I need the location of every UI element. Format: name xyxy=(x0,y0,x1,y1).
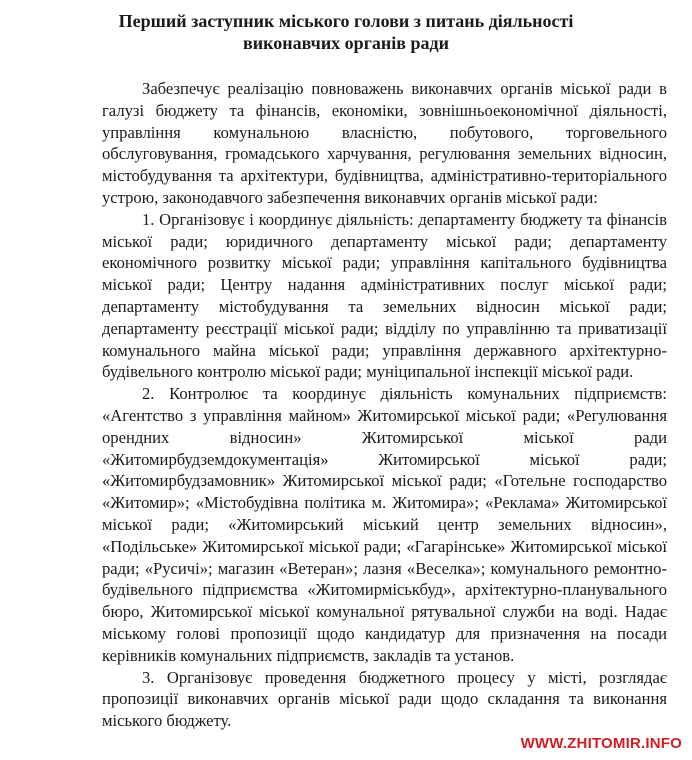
title-line-2: виконавчих органів ради xyxy=(243,33,449,53)
paragraph-item-3: 3. Організовує проведення бюджетного процесу у місті, розглядає пропозиції виконавчих органів міської ради щодо складання та виконання міського бюджету. xyxy=(102,667,667,731)
title-line-1: Перший заступник міського голови з питань діяльності xyxy=(118,11,574,31)
site-watermark: WWW.ZHITOMIR.INFO xyxy=(520,735,682,752)
document-title xyxy=(0,10,692,54)
document-body xyxy=(102,78,667,732)
paragraph-item-1: 1. Організовує і координує діяльність: департаменту бюджету та фінансів міської ради; юридичного департаменту міської ради; департаменту економічного розвитку міської ради; управління капітального будівництва міської ради; Центру надання адміністративних послуг міської ради; департаменту містобудування та земельних відносин міської ради; департаменту реєстрації міської ради; відділу по управлінню та приватизації комунального майна міської ради; управління державного архітектурно-будівельного контролю міської ради; муніципальної інспекції міської ради. xyxy=(102,209,667,382)
paragraph-item-2: 2. Контролює та координує діяльність комунальних підприємств: «Агентство з управління майном» Житомирської міської ради; «Регулювання орендних відносин» Житомирської міської ради «Житомирбудземдокументація» Житомирської міської ради; «Житомирбудзамовник» Житомирської міської ради; «Готельне господарство «Житомир»; «Містобудівна політика м. Житомира»; «Реклама» Житомирської міської ради; «Житомирський міський центр земельних відносин», «Подільське» Житомирської міської ради; «Гагарінське» Житомирської міської ради; «Русичі»; магазин «Ветеран»; лазня «Веселка»; комунального ремонтно-будівельного підприємства «Житомирміськбуд», архітектурно-планувального бюро, Житомирської міської комунальної рятувальної служби на воді. Надає міському голові пропозиції щодо кандидатур для призначення на посади керівників комунальних підприємств, закладів та установ. xyxy=(102,384,667,665)
paragraph-intro: Забезпечує реалізацію повноважень виконавчих органів міської ради в галузі бюджету та фінансів, економіки, зовнішньоекономічної діяльності, управління комунальною власністю, побутового, торговельного обслуговування, громадського харчування, регулювання земельних відносин, містобудування та архітектури, будівництва, адміністративно-територіального устрою, законодавчого забезпечення виконавчих органів міської ради: xyxy=(102,79,667,207)
